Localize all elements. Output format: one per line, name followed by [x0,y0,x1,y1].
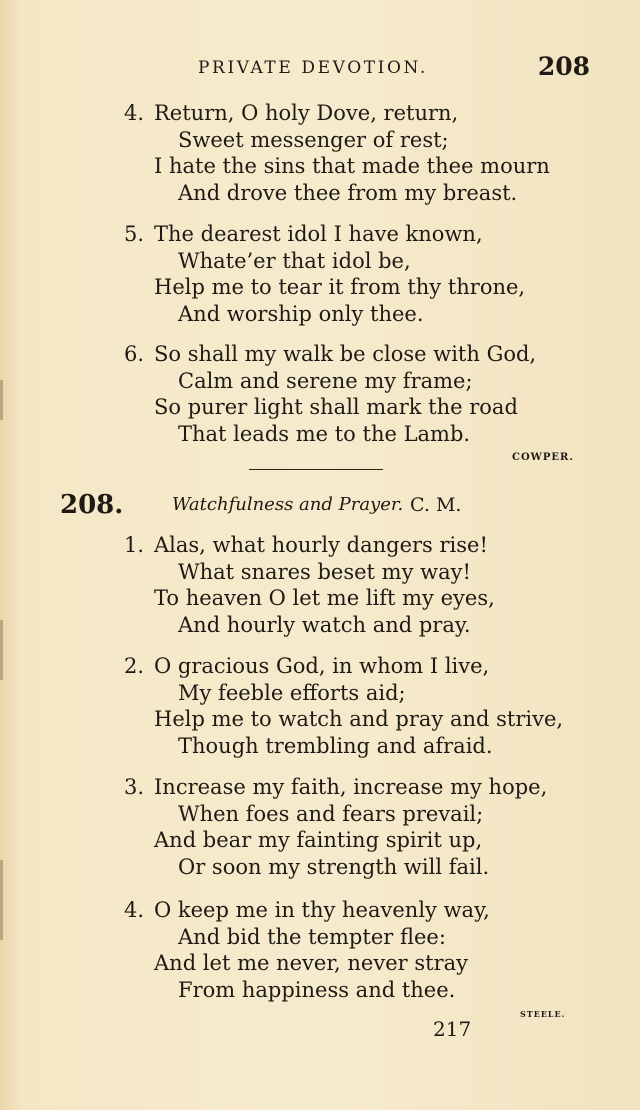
verse-line: Though trembling and afraid. [178,733,493,758]
running-head: PRIVATE DEVOTION. [198,58,428,78]
verse-line: My feeble efforts aid; [178,680,406,705]
author-attribution: COWPER. [512,452,574,463]
stanza [124,653,563,759]
verse-line: 6. So shall my walk be close with God, [124,342,537,366]
verse-line: 2. O gracious God, in whom I live, [124,654,490,678]
verse-line: Or soon my strength will fail. [178,854,490,879]
stanza [124,897,490,1003]
verse-line: 3. Increase my faith, increase my hope, [124,775,548,799]
stanza-number: 1. [124,533,145,557]
verse-line: 5. The dearest idol I have known, [124,222,483,246]
verse-line: And worship only thee. [178,301,424,326]
verse-line: Sweet messenger of rest; [178,127,449,152]
section-divider [249,469,383,470]
hymn-number: 208. [60,490,124,520]
page-edge-mark [0,380,3,420]
verse-line: 4. O keep me in thy heavenly way, [124,898,490,922]
stanza-number: 5. [124,222,145,246]
author-attribution: STEELE. [520,1009,566,1019]
page-edge-mark [0,860,3,940]
page-number-top: 208 [537,52,590,81]
stanza-number: 2. [124,654,145,678]
verse-line: That leads me to the Lamb. [178,421,471,446]
stanza-number: 6. [124,342,145,366]
verse-line: So purer light shall mark the road [154,395,518,419]
stanza [124,341,536,447]
verse-line: To heaven O let me lift my eyes, [154,586,495,610]
verse-line: 4. Return, O holy Dove, return, [124,101,459,125]
verse-line: And bear my fainting spirit up, [154,828,483,852]
verse-line: And let me never, never stray [154,951,469,975]
page-edge-mark [0,620,3,680]
verse-line: Calm and serene my frame; [178,368,473,393]
verse-line: When foes and fears prevail; [178,801,484,826]
hymn-title: Watchfulness and Prayer. [172,494,404,515]
verse-line: Help me to tear it from thy throne, [154,275,526,299]
verse-line: From happiness and thee. [178,977,456,1002]
stanza [124,532,495,638]
stanza-number: 4. [124,101,145,125]
stanza-number: 4. [124,898,145,922]
verse-line: What snares beset my way! [178,559,471,584]
verse-line: Whate’er that idol be, [178,248,411,273]
hymn-meter: C. M. [410,494,462,516]
verse-line: I hate the sins that made thee mourn [154,154,550,178]
verse-line: Help me to watch and pray and strive, [154,707,564,731]
verse-line: And bid the tempter flee: [178,924,446,949]
verse-line: And hourly watch and pray. [178,612,471,637]
stanza [124,100,550,206]
verse-line: 1. Alas, what hourly dangers rise! [124,533,488,557]
page-number-bottom: 217 [433,1017,472,1041]
stanza-number: 3. [124,775,145,799]
verse-line: And drove thee from my breast. [178,180,518,205]
stanza [124,221,525,327]
stanza [124,774,547,880]
